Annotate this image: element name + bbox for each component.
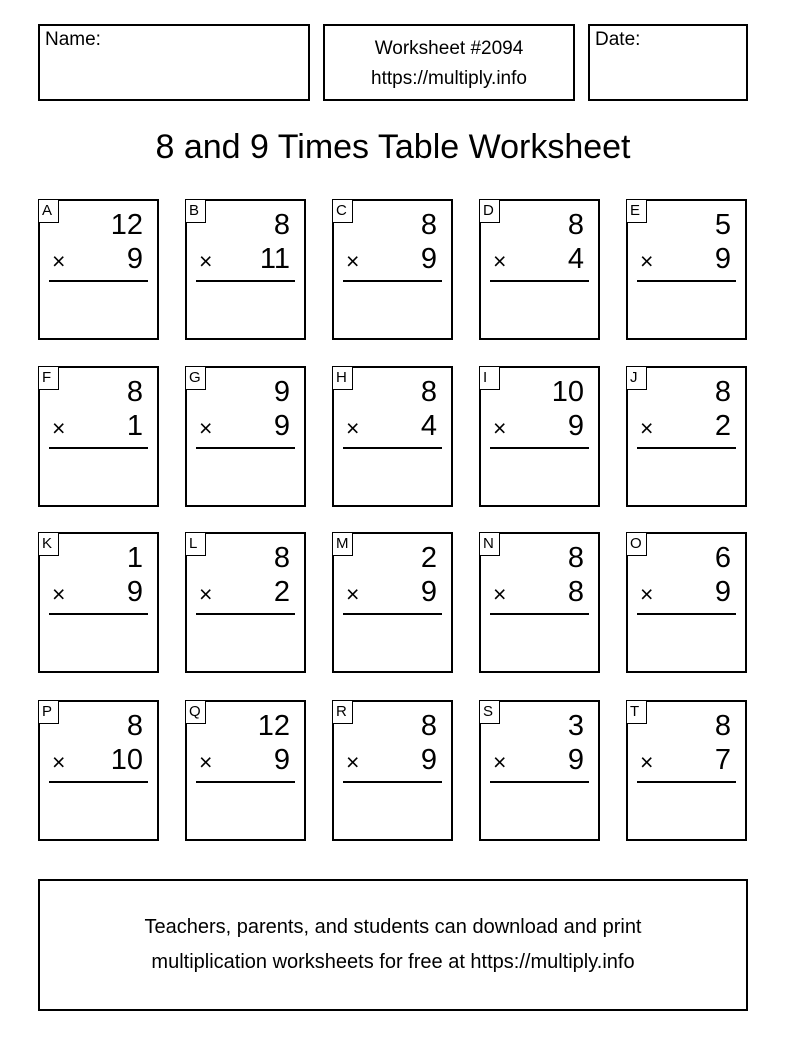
date-label: Date: [595, 29, 641, 50]
answer-line [49, 447, 148, 449]
multiply-sign: × [52, 415, 66, 441]
problem-bottom-number: 9 [273, 744, 290, 776]
problem-top-number: 8 [714, 710, 731, 742]
problem-label: R [332, 700, 353, 724]
answer-line [490, 447, 589, 449]
problem-label: E [626, 199, 647, 223]
problem-bottom-number: 9 [273, 410, 290, 442]
worksheet-number: Worksheet #2094 [374, 38, 524, 59]
problem-card [185, 366, 306, 507]
problem-card [332, 366, 453, 507]
problem-top-number: 8 [273, 209, 290, 241]
problem-top-number: 3 [567, 710, 584, 742]
multiply-sign: × [493, 248, 507, 274]
answer-line [637, 447, 736, 449]
answer-line [196, 280, 295, 282]
problem-label: C [332, 199, 353, 223]
problem-top-number: 6 [714, 542, 731, 574]
problem-top-number: 8 [126, 710, 143, 742]
problem-label: D [479, 199, 500, 223]
problem-label: N [479, 532, 500, 556]
problem-bottom-number: 9 [126, 576, 143, 608]
problem-label: A [38, 199, 59, 223]
answer-line [490, 280, 589, 282]
answer-line [196, 781, 295, 783]
problem-card [185, 700, 306, 841]
problem-bottom-number: 9 [420, 576, 437, 608]
answer-line [343, 781, 442, 783]
multiply-sign: × [199, 248, 213, 274]
problem-card [626, 199, 747, 340]
problem-label: K [38, 532, 59, 556]
problem-top-number: 8 [714, 376, 731, 408]
problem-top-number: 1 [126, 542, 143, 574]
answer-line [343, 447, 442, 449]
answer-line [637, 781, 736, 783]
problem-top-number: 9 [273, 376, 290, 408]
answer-line [637, 613, 736, 615]
name-field-box [38, 24, 310, 101]
multiply-sign: × [346, 581, 360, 607]
name-label: Name: [45, 29, 101, 50]
answer-line [49, 280, 148, 282]
multiply-sign: × [346, 415, 360, 441]
answer-line [343, 280, 442, 282]
problem-bottom-number: 8 [567, 576, 584, 608]
problem-top-number: 8 [126, 376, 143, 408]
multiply-sign: × [199, 581, 213, 607]
problem-label: L [185, 532, 206, 556]
problem-bottom-number: 9 [714, 243, 731, 275]
problem-bottom-number: 9 [567, 744, 584, 776]
multiply-sign: × [346, 749, 360, 775]
problem-card [185, 199, 306, 340]
date-field-box [588, 24, 748, 101]
worksheet-url: https://multiply.info [371, 68, 527, 89]
problem-top-number: 12 [257, 710, 290, 742]
worksheet-info-box [323, 24, 575, 101]
problem-bottom-number: 2 [273, 576, 290, 608]
problem-bottom-number: 11 [259, 243, 290, 275]
problem-bottom-number: 9 [420, 744, 437, 776]
footer-box [38, 879, 748, 1011]
multiply-sign: × [52, 749, 66, 775]
multiply-sign: × [199, 749, 213, 775]
problem-label: G [185, 366, 206, 390]
problem-bottom-number: 10 [110, 744, 143, 776]
answer-line [196, 447, 295, 449]
problem-bottom-number: 9 [714, 576, 731, 608]
multiply-sign: × [199, 415, 213, 441]
answer-line [490, 781, 589, 783]
multiply-sign: × [640, 415, 654, 441]
multiply-sign: × [493, 581, 507, 607]
answer-line [49, 613, 148, 615]
problem-top-number: 2 [420, 542, 437, 574]
answer-line [637, 280, 736, 282]
problem-card [479, 366, 600, 507]
problem-card [38, 700, 159, 841]
problem-label: M [332, 532, 353, 556]
problem-label: J [626, 366, 647, 390]
problem-bottom-number: 2 [714, 410, 731, 442]
multiply-sign: × [52, 581, 66, 607]
problem-bottom-number: 4 [420, 410, 437, 442]
problem-label: Q [185, 700, 206, 724]
answer-line [49, 781, 148, 783]
problem-top-number: 8 [420, 710, 437, 742]
problem-top-number: 12 [110, 209, 143, 241]
answer-line [490, 613, 589, 615]
problem-bottom-number: 1 [126, 410, 143, 442]
problem-card [479, 700, 600, 841]
answer-line [196, 613, 295, 615]
problem-label: T [626, 700, 647, 724]
problem-top-number: 10 [551, 376, 584, 408]
problem-top-number: 8 [273, 542, 290, 574]
problem-label: O [626, 532, 647, 556]
footer-line-2: multiplication worksheets for free at https://multiply.info [151, 951, 635, 973]
problem-label: S [479, 700, 500, 724]
multiply-sign: × [640, 749, 654, 775]
problem-card [38, 532, 159, 673]
problem-top-number: 8 [420, 376, 437, 408]
multiply-sign: × [52, 248, 66, 274]
problem-label: I [479, 366, 500, 390]
problem-card [626, 366, 747, 507]
multiply-sign: × [640, 248, 654, 274]
multiply-sign: × [493, 749, 507, 775]
problem-card [332, 700, 453, 841]
multiply-sign: × [640, 581, 654, 607]
problem-top-number: 8 [567, 209, 584, 241]
problem-card [185, 532, 306, 673]
multiply-sign: × [346, 248, 360, 274]
page-title: 8 and 9 Times Table Worksheet [155, 128, 631, 166]
problem-card [626, 532, 747, 673]
problem-bottom-number: 9 [126, 243, 143, 275]
problem-card [479, 199, 600, 340]
problem-top-number: 8 [567, 542, 584, 574]
problem-card [332, 532, 453, 673]
problem-card [332, 199, 453, 340]
problem-label: B [185, 199, 206, 223]
footer-line-1: Teachers, parents, and students can download and print [144, 916, 642, 938]
problem-card [38, 366, 159, 507]
multiply-sign: × [493, 415, 507, 441]
problem-card [626, 700, 747, 841]
answer-line [343, 613, 442, 615]
problem-label: F [38, 366, 59, 390]
problem-label: P [38, 700, 59, 724]
problem-bottom-number: 4 [567, 243, 584, 275]
problem-card [479, 532, 600, 673]
problem-bottom-number: 9 [420, 243, 437, 275]
problem-top-number: 5 [714, 209, 731, 241]
problem-top-number: 8 [420, 209, 437, 241]
problem-card [38, 199, 159, 340]
problem-label: H [332, 366, 353, 390]
problem-bottom-number: 9 [567, 410, 584, 442]
problem-bottom-number: 7 [714, 744, 731, 776]
